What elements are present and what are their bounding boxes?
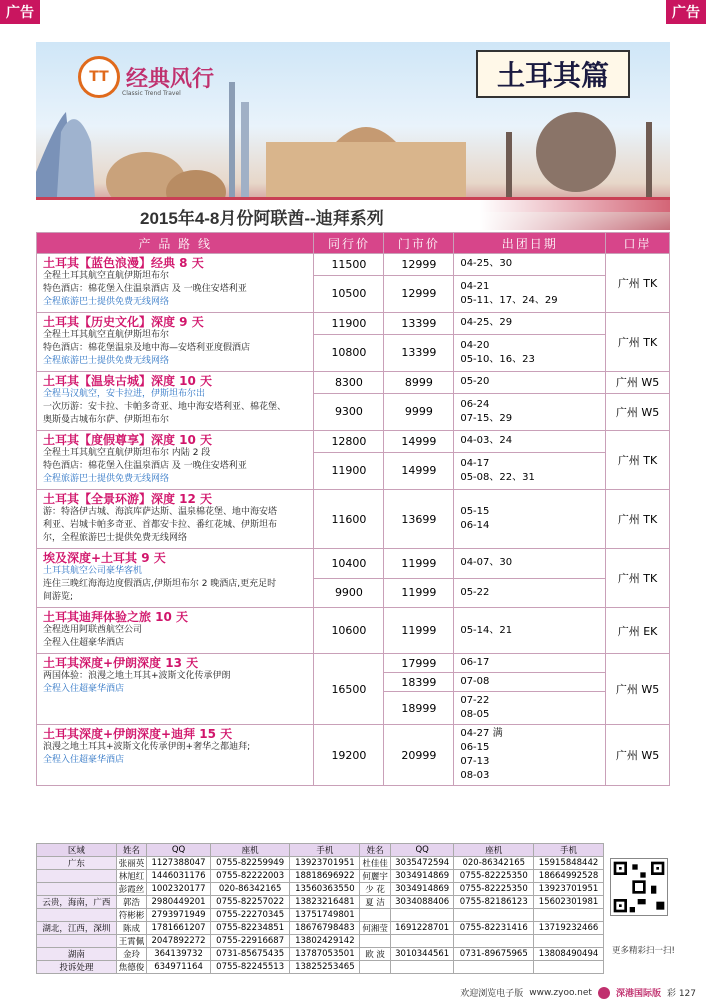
retail-price: 12999 xyxy=(384,254,454,276)
contact-cell: 广东 xyxy=(37,857,117,870)
departure-dates xyxy=(454,393,606,430)
departure-date: 08-03 xyxy=(460,770,490,781)
contact-cell xyxy=(390,935,454,948)
contact-cell: 3034914869 xyxy=(390,883,454,896)
contact-cell: 15915848442 xyxy=(534,857,604,870)
contact-header: QQ xyxy=(390,844,454,857)
route-desc: 利亚、岩城卡帕多奇亚、首都安卡拉、番红花城、伊斯坦布 xyxy=(43,520,278,530)
departure-date: 04-25、29 xyxy=(460,317,513,329)
port: 广州 W5 xyxy=(606,725,670,786)
contact-row xyxy=(37,935,604,948)
contact-row xyxy=(37,922,604,935)
departure-date: 04-25、30 xyxy=(460,258,513,270)
contact-cell xyxy=(534,909,604,922)
route-cell[interactable] xyxy=(37,725,314,786)
departure-date: 04-27 满 xyxy=(460,728,503,739)
contact-cell: 0755-82234851 xyxy=(210,922,290,935)
logo-subtitle: Classic Trend Travel xyxy=(122,90,181,97)
logo-mark-icon: TT xyxy=(78,56,120,98)
peer-price: 8300 xyxy=(314,372,384,394)
route-cell[interactable] xyxy=(37,608,314,654)
col-route: 产 品 路 线 xyxy=(37,233,314,254)
departure-date: 05-10、16、23 xyxy=(460,353,535,365)
logo-text: 经典风行 xyxy=(126,66,215,92)
contact-cell xyxy=(360,909,391,922)
port: 广州 TK xyxy=(606,313,670,372)
contact-header: 姓名 xyxy=(116,844,147,857)
departure-dates xyxy=(454,275,606,312)
contact-cell: 2047892272 xyxy=(147,935,211,948)
contact-cell xyxy=(454,961,534,974)
contact-cell: 彭霞丝 xyxy=(116,883,147,896)
peer-price: 10600 xyxy=(314,608,384,654)
contact-cell: 13825253465 xyxy=(290,961,360,974)
retail-price: 14999 xyxy=(384,431,454,453)
col-port: 口岸 xyxy=(606,233,670,254)
contact-cell: 0755-82225350 xyxy=(454,870,534,883)
peer-price: 19200 xyxy=(314,725,384,786)
port: 广州 TK xyxy=(606,549,670,608)
contact-cell xyxy=(360,935,391,948)
contact-cell: 18818696922 xyxy=(290,870,360,883)
contact-cell: 13808490494 xyxy=(534,948,604,961)
route-note: 全程旅游巴士提供免费无线网络 xyxy=(43,297,170,307)
departure-dates xyxy=(454,608,606,654)
retail-price: 14999 xyxy=(384,452,454,489)
departure-date: 04-20 xyxy=(460,339,490,351)
contact-cell: 13802429142 xyxy=(290,935,360,948)
contact-cell: 1002320177 xyxy=(147,883,211,896)
route-desc: 全程土耳其航空直航伊斯坦布尔 内陆 2 段 xyxy=(43,448,211,458)
departure-dates xyxy=(454,254,606,276)
date-banner-text: 2015年4-8月份阿联酋--迪拜系列 xyxy=(140,209,384,228)
contact-cell: 13823216481 xyxy=(290,896,360,909)
contact-header: 区域 xyxy=(37,844,117,857)
route-name: 土耳其【全景环游】深度 12 天 xyxy=(43,492,213,506)
contact-header: 手机 xyxy=(290,844,360,857)
peer-price: 12800 xyxy=(314,431,384,453)
departure-dates xyxy=(454,673,606,692)
retail-price: 11999 xyxy=(384,549,454,579)
retail-price: 18399 xyxy=(384,673,454,692)
departure-date: 05-11、17、24、29 xyxy=(460,294,558,306)
route-desc: 特色酒店：棉花堡入住温泉酒店 及 一晚住安塔利亚 xyxy=(43,284,247,294)
table-row xyxy=(37,431,670,453)
footer-brand: 深港国际版 xyxy=(615,989,661,999)
contact-table xyxy=(36,843,604,974)
departure-date: 06-17 xyxy=(460,657,490,668)
route-table-body xyxy=(37,254,670,786)
route-desc: 浪漫之地土耳其+波斯文化传承伊朗+奢华之都迪拜; xyxy=(43,742,251,752)
route-name: 土耳其迪拜体验之旅 10 天 xyxy=(43,610,189,624)
route-desc: 奥斯曼古城布尔萨、伊斯坦布尔 xyxy=(43,415,170,425)
route-note: 土耳其航空公司豪华客机 xyxy=(43,566,143,576)
contact-header: 座机 xyxy=(454,844,534,857)
contact-cell: 张丽英 xyxy=(116,857,147,870)
route-note: 全程入住超豪华酒店 xyxy=(43,755,125,765)
retail-price: 20999 xyxy=(384,725,454,786)
contact-header: 手机 xyxy=(534,844,604,857)
retail-price: 11999 xyxy=(384,578,454,608)
contact-cell: 13560363550 xyxy=(290,883,360,896)
departure-dates xyxy=(454,431,606,453)
ad-label-left: 广告 xyxy=(0,0,40,24)
departure-date: 07-13 xyxy=(460,756,490,767)
departure-date: 06-15 xyxy=(460,742,490,753)
departure-date: 05-15 xyxy=(460,506,490,517)
departure-dates xyxy=(454,452,606,489)
route-desc: 特色酒店：棉花堡入住温泉酒店 及 一晚住安塔利亚 xyxy=(43,461,247,471)
contact-cell: 1127388047 xyxy=(147,857,211,870)
route-desc: 两国体验：浪漫之地土耳其+波斯文化传承伊朗 xyxy=(43,671,231,681)
contact-cell: 杜佳佳 xyxy=(360,857,391,870)
contact-cell: 欧 波 xyxy=(360,948,391,961)
departure-dates xyxy=(454,334,606,371)
table-row xyxy=(37,254,670,276)
contact-cell: 2793971949 xyxy=(147,909,211,922)
contact-cell xyxy=(37,883,117,896)
table-row xyxy=(37,549,670,579)
contact-cell: 18664992528 xyxy=(534,870,604,883)
contact-cell: 0755-82231416 xyxy=(454,922,534,935)
contact-cell: 3010344561 xyxy=(390,948,454,961)
contact-cell: 15602301981 xyxy=(534,896,604,909)
departure-date: 05-14、21 xyxy=(460,624,513,636)
contact-cell: 少 花 xyxy=(360,883,391,896)
contact-row xyxy=(37,909,604,922)
retail-price: 18999 xyxy=(384,692,454,725)
peer-price: 9900 xyxy=(314,578,384,608)
page-number: 彩 127 xyxy=(666,989,696,999)
route-desc: 一次历游：安卡拉、卡帕多奇亚、地中海安塔利亚、棉花堡、 xyxy=(43,402,287,412)
contact-cell: 13787053501 xyxy=(290,948,360,961)
contact-row xyxy=(37,883,604,896)
contact-cell xyxy=(534,935,604,948)
peer-price: 10500 xyxy=(314,275,384,312)
contact-cell: 0755-82257022 xyxy=(210,896,290,909)
departure-date: 07-15、29 xyxy=(460,412,513,424)
contact-cell: 夏 洁 xyxy=(360,896,391,909)
route-cell[interactable] xyxy=(37,313,314,372)
contact-cell: 0755-22270345 xyxy=(210,909,290,922)
table-row xyxy=(37,313,670,335)
route-table xyxy=(36,232,670,786)
contact-cell: 0755-82186123 xyxy=(454,896,534,909)
contact-row xyxy=(37,961,604,974)
retail-price: 11999 xyxy=(384,608,454,654)
departure-dates xyxy=(454,578,606,608)
route-cell[interactable] xyxy=(37,490,314,549)
route-desc: 间游览; xyxy=(43,592,74,602)
contact-cell: 林旭红 xyxy=(116,870,147,883)
contact-cell: 0755-82222003 xyxy=(210,870,290,883)
departure-date: 06-14 xyxy=(460,520,490,531)
contact-cell xyxy=(37,870,117,883)
departure-date: 05-08、22、31 xyxy=(460,471,535,483)
contact-cell: 投诉处理 xyxy=(37,961,117,974)
port: 广州 TK xyxy=(606,431,670,490)
route-note: 全程马汉航空，安卡拉进，伊斯坦布尔出 xyxy=(43,389,206,399)
contact-cell: 何麗宇 xyxy=(360,870,391,883)
contact-row xyxy=(37,870,604,883)
retail-price: 13399 xyxy=(384,334,454,371)
table-row xyxy=(37,725,670,786)
contact-header: QQ xyxy=(147,844,211,857)
route-cell[interactable] xyxy=(37,431,314,490)
contact-cell xyxy=(390,909,454,922)
contact-cell xyxy=(454,909,534,922)
date-banner xyxy=(36,200,670,230)
table-row xyxy=(37,490,670,549)
contact-cell: 云贵，海南，广西 xyxy=(37,896,117,909)
peer-price: 9300 xyxy=(314,393,384,430)
peer-price: 11600 xyxy=(314,490,384,549)
departure-date: 05-22 xyxy=(460,586,490,598)
departure-date: 04-07、30 xyxy=(460,557,513,569)
contact-cell: 3035472594 xyxy=(390,857,454,870)
table-row xyxy=(37,372,670,394)
retail-price: 9999 xyxy=(384,393,454,430)
port: 广州 EK xyxy=(606,608,670,654)
header-banner xyxy=(36,42,670,230)
col-dates: 出团日期 xyxy=(454,233,606,254)
col-retail-price: 门市价 xyxy=(384,233,454,254)
qr-code-icon[interactable] xyxy=(610,858,668,916)
departure-dates xyxy=(454,490,606,549)
contact-cell xyxy=(454,935,534,948)
departure-dates xyxy=(454,725,606,786)
contact-cell: 焦德俊 xyxy=(116,961,147,974)
contact-cell: 符彬彬 xyxy=(116,909,147,922)
table-row xyxy=(37,654,670,673)
retail-price: 13399 xyxy=(384,313,454,335)
table-row xyxy=(37,608,670,654)
route-name: 土耳其【温泉古城】深度 10 天 xyxy=(43,374,213,388)
peer-price: 16500 xyxy=(314,654,384,725)
contact-cell: 634971164 xyxy=(147,961,211,974)
contact-cell: 13923701951 xyxy=(534,883,604,896)
contact-cell: 1446031176 xyxy=(147,870,211,883)
contact-cell xyxy=(37,935,117,948)
route-desc: 游：特洛伊古城、海滨库萨达斯、温泉棉花堡、地中海安塔 xyxy=(43,507,278,517)
peer-price: 11500 xyxy=(314,254,384,276)
route-note: 全程旅游巴士提供免费无线网络 xyxy=(43,474,170,484)
retail-price: 8999 xyxy=(384,372,454,394)
departure-dates xyxy=(454,549,606,579)
port: 广州 W5 xyxy=(606,372,670,394)
route-name: 土耳其【蓝色浪漫】经典 8 天 xyxy=(43,256,204,270)
contact-cell: 湖北，江西，深圳 xyxy=(37,922,117,935)
footer-text: 欢迎浏览电子版 xyxy=(460,989,524,999)
port: 广州 W5 xyxy=(606,393,670,430)
contact-cell: 0755-22916687 xyxy=(210,935,290,948)
contact-cell: 020-86342165 xyxy=(210,883,290,896)
port: 广州 W5 xyxy=(606,654,670,725)
departure-date: 07-08 xyxy=(460,676,490,687)
departure-dates xyxy=(454,313,606,335)
route-cell[interactable] xyxy=(37,372,314,431)
route-desc: 特色酒店：棉花堡温泉及地中海—安塔利亚度假酒店 xyxy=(43,343,251,353)
route-note: 全程旅游巴士提供免费无线网络 xyxy=(43,356,170,366)
retail-price: 12999 xyxy=(384,275,454,312)
contact-cell: 13751749801 xyxy=(290,909,360,922)
peer-price: 11900 xyxy=(314,313,384,335)
contact-cell xyxy=(37,909,117,922)
port: 广州 TK xyxy=(606,490,670,549)
departure-date: 04-21 xyxy=(460,280,490,292)
contact-cell: 3034088406 xyxy=(390,896,454,909)
contact-cell: 金玲 xyxy=(116,948,147,961)
departure-dates xyxy=(454,372,606,394)
contact-cell: 0755-82259949 xyxy=(210,857,290,870)
contact-cell: 何湘莹 xyxy=(360,922,391,935)
contact-cell: 1781661207 xyxy=(147,922,211,935)
page-footer xyxy=(460,986,696,999)
peer-price: 11900 xyxy=(314,452,384,489)
contact-cell: 王霄佩 xyxy=(116,935,147,948)
contact-cell: 18676798483 xyxy=(290,922,360,935)
peer-price: 10400 xyxy=(314,549,384,579)
port: 广州 TK xyxy=(606,254,670,313)
contact-header: 姓名 xyxy=(360,844,391,857)
retail-price: 13699 xyxy=(384,490,454,549)
route-cell[interactable] xyxy=(37,549,314,608)
contact-cell xyxy=(534,961,604,974)
departure-date: 07-22 xyxy=(460,695,490,706)
departure-date: 05-20 xyxy=(460,376,490,388)
route-cell[interactable] xyxy=(37,654,314,725)
contact-cell: 3034914869 xyxy=(390,870,454,883)
contact-row xyxy=(37,948,604,961)
route-desc: 尔，全程旅游巴士提供免费无线网络 xyxy=(43,533,188,543)
contact-cell: 020-86342165 xyxy=(454,857,534,870)
contact-cell: 13719232466 xyxy=(534,922,604,935)
route-name: 埃及深度+土耳其 9 天 xyxy=(43,551,166,565)
route-name: 土耳其【历史文化】深度 9 天 xyxy=(43,315,204,329)
route-note: 全程入住超豪华酒店 xyxy=(43,684,125,694)
route-cell[interactable] xyxy=(37,254,314,313)
skyline-illustration xyxy=(36,82,670,212)
contact-cell: 0755-82225350 xyxy=(454,883,534,896)
departure-dates xyxy=(454,654,606,673)
route-desc: 全程入住超豪华酒店 xyxy=(43,638,125,648)
departure-date: 08-05 xyxy=(460,709,490,720)
col-peer-price: 同行价 xyxy=(314,233,384,254)
route-desc: 连住三晚红海海边度假酒店,伊斯坦布尔 2 晚酒店,更充足时 xyxy=(43,579,277,589)
departure-dates xyxy=(454,692,606,725)
contact-cell: 2980449201 xyxy=(147,896,211,909)
route-name: 土耳其深度+伊朗深度+迪拜 15 天 xyxy=(43,727,233,741)
contact-row xyxy=(37,857,604,870)
departure-date: 04-03、24 xyxy=(460,435,513,447)
brand-icon xyxy=(598,987,610,999)
retail-price: 17999 xyxy=(384,654,454,673)
contact-cell xyxy=(390,961,454,974)
route-name: 土耳其深度+伊朗深度 13 天 xyxy=(43,656,199,670)
peer-price: 10800 xyxy=(314,334,384,371)
contact-cell: 13923701951 xyxy=(290,857,360,870)
footer-url[interactable]: www.zyoo.net xyxy=(529,987,592,998)
page-title: 土耳其篇 xyxy=(476,50,630,98)
route-desc: 全程土耳其航空直航伊斯坦布尔 xyxy=(43,271,170,281)
contact-cell: 0755-82245513 xyxy=(210,961,290,974)
contact-cell: 陈成 xyxy=(116,922,147,935)
contact-cell: 364139732 xyxy=(147,948,211,961)
contact-cell: 0731-89675965 xyxy=(454,948,534,961)
route-name: 土耳其【度假尊享】深度 10 天 xyxy=(43,433,213,447)
departure-date: 04-17 xyxy=(460,457,490,469)
route-desc: 全程选用阿联酋航空公司 xyxy=(43,625,143,635)
contact-cell: 湖南 xyxy=(37,948,117,961)
contact-cell: 1691228701 xyxy=(390,922,454,935)
contact-header: 座机 xyxy=(210,844,290,857)
qr-caption: 更多精彩扫一扫! xyxy=(612,946,675,956)
contact-cell: 0731-85675435 xyxy=(210,948,290,961)
departure-date: 06-24 xyxy=(460,398,490,410)
contact-cell: 郭浩 xyxy=(116,896,147,909)
contact-cell xyxy=(360,961,391,974)
contact-row xyxy=(37,896,604,909)
ad-label-right: 广告 xyxy=(666,0,706,24)
route-desc: 全程土耳其航空直航伊斯坦布尔 xyxy=(43,330,170,340)
